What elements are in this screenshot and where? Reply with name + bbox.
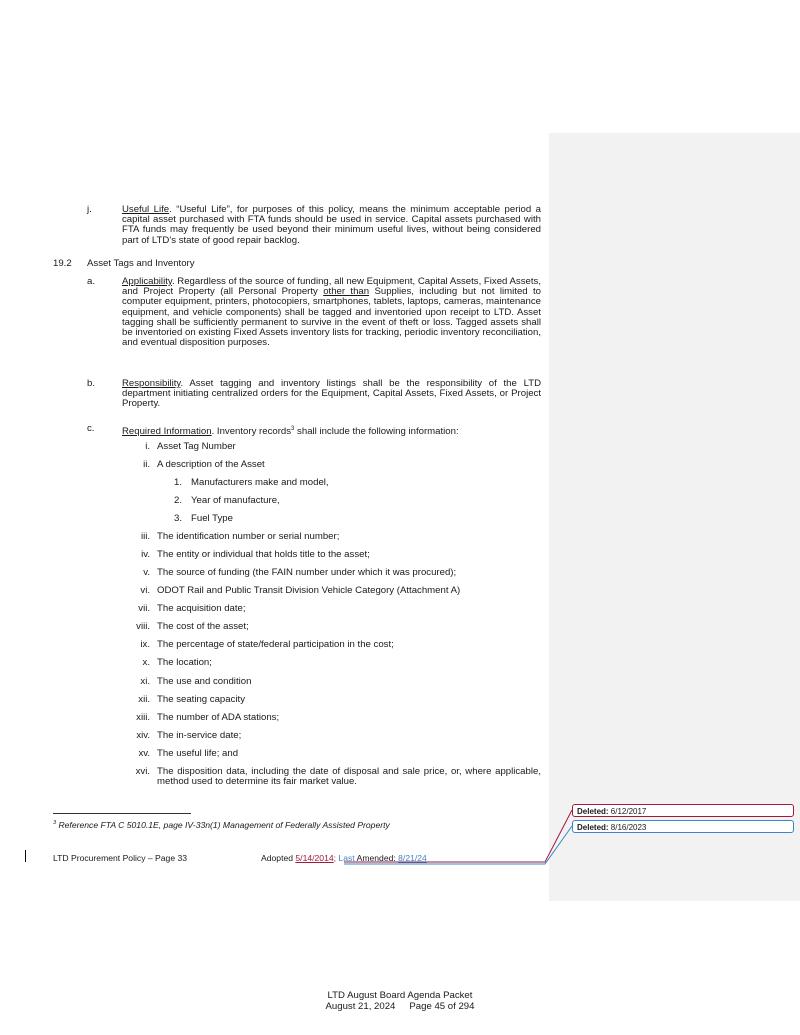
list-item: ODOT Rail and Public Transit Division Vehicle Category (Attachment A) <box>157 585 461 596</box>
applicability-text-1: . Regardless of the source of funding, all new Equipment, Capital Assets, Fixed Assets, and Project Property (all Personal Property <box>122 276 541 298</box>
packet-title: LTD August Board Agenda Packet <box>327 990 473 1001</box>
list-item: The identification number or serial number; <box>157 531 340 542</box>
sublist-item: Manufacturers make and model, <box>191 477 329 488</box>
item-marker-c: c. <box>87 423 95 434</box>
section-title: Asset Tags and Inventory <box>87 258 195 269</box>
list-item: The in-service date; <box>157 730 242 741</box>
list-item: The cost of the asset; <box>157 621 249 632</box>
footnote-text: Reference FTA C 5010.1E, page IV-33n(1) Management of Federally Assisted Property <box>56 820 390 830</box>
list-item: The source of funding (the FAIN number under which it was procured); <box>157 567 457 578</box>
list-number: xvi. <box>135 766 150 777</box>
item-marker-b: b. <box>87 378 96 389</box>
sublist-item: Fuel Type <box>191 513 233 524</box>
list-number: v. <box>143 567 150 578</box>
list-item: The number of ADA stations; <box>157 712 280 723</box>
applicability-text-2: Supplies, including but not limited to computer equipment, printers, photocopiers, smartphones, tablets, laptops, cameras, maintenance equipment, and vehicle components) shall be tagged and inventoried upon receipt to LTD. Asset tagging shall be sufficiently permanent to survive in the event of theft or loss. Tagged assets shall be inventoried on existing Fixed Assets inventory lists for tracking, periodic inventory reconciliation, and eventual disposition purposes. <box>122 286 541 349</box>
responsibility-term: Responsibility <box>122 378 181 389</box>
comment-label: Deleted: <box>577 823 609 832</box>
list-item: The entity or individual that holds title to the asset; <box>157 549 370 560</box>
amended-date: 8/21/24 <box>398 853 427 863</box>
item-marker-a: a. <box>87 276 96 287</box>
last-word: Last <box>336 853 355 863</box>
list-item: A description of the Asset <box>157 459 265 470</box>
list-item: The location; <box>157 657 212 668</box>
adopted-label: Adopted <box>261 853 296 863</box>
useful-life-text: . “Useful Life”, for purposes of this policy, means the minimum acceptable period a capital asset purchased with FTA funds should be used in service. Capital assets purchased with FTA funds may frequently be used beyond their minimum useful lives, without being considered part of LTD’s state of good repair backlog. <box>122 204 541 246</box>
sublist-number: 2. <box>173 495 182 506</box>
amended-label: Amended: <box>354 853 399 863</box>
sublist-number: 1. <box>173 477 182 488</box>
connector-deleted-1 <box>344 810 572 862</box>
list-item: The disposition data, including the date of disposal and sale price, or, where applicable, method used to determine its fair market value. <box>157 766 541 788</box>
list-item: The use and condition <box>157 676 252 687</box>
list-number: vi. <box>140 585 150 596</box>
item-marker-j: j. <box>87 204 92 215</box>
connector-deleted-2 <box>344 826 572 864</box>
list-number: xii. <box>138 694 150 705</box>
useful-life-term: Useful Life <box>122 204 170 215</box>
comment-deleted-2[interactable] <box>572 820 794 833</box>
list-item: The acquisition date; <box>157 603 246 614</box>
other-than-text: other than <box>323 286 370 298</box>
list-number: iii. <box>140 531 150 542</box>
adopted-date: 5/14/2014 <box>295 853 334 863</box>
required-info-text-2: shall include the following information: <box>294 426 459 438</box>
list-number: iv. <box>141 549 150 560</box>
responsibility-text: . Asset tagging and inventory listings shall be the responsibility of the LTD department initiating centralized orders for the Equipment, Capital Assets, Fixed Assets, or Project Property. <box>122 378 541 410</box>
comment-value: 6/12/2017 <box>608 807 647 816</box>
comment-value: 8/16/2023 <box>608 823 647 832</box>
comment-label: Deleted: <box>577 807 609 816</box>
list-number: xiii. <box>136 712 150 723</box>
list-number: x. <box>142 657 150 668</box>
footer-left: LTD Procurement Policy – Page 33 <box>53 853 188 863</box>
footnote-ref: 3 <box>291 426 295 432</box>
comment-deleted-1[interactable] <box>572 804 794 817</box>
footnote-number: 3 <box>53 820 57 827</box>
required-info-term: Required Information <box>122 426 212 438</box>
list-number: vii. <box>138 603 150 614</box>
packet-date: August 21, 2024 <box>325 1001 396 1012</box>
list-item: The seating capacity <box>157 694 245 705</box>
list-number: viii. <box>136 621 150 632</box>
sublist-item: Year of manufacture, <box>191 495 280 506</box>
list-item: The percentage of state/federal participation in the cost; <box>157 639 394 650</box>
list-number: i. <box>145 441 150 452</box>
packet-footer <box>0 990 800 1012</box>
packet-line2 <box>0 1001 800 1012</box>
list-number: xi. <box>140 676 150 687</box>
adopted-semicolon: ; <box>333 853 337 863</box>
packet-page: Page 45 of 294 <box>409 1001 475 1012</box>
list-number: xv. <box>138 748 150 759</box>
list-number: ix. <box>140 639 150 650</box>
required-info-text-1: . Inventory records <box>211 426 292 438</box>
list-item: The useful life; and <box>157 748 239 759</box>
section-number: 19.2 <box>53 258 72 269</box>
list-number: ii. <box>143 459 150 470</box>
applicability-term: Applicability <box>122 276 172 287</box>
list-number: xiv. <box>136 730 150 741</box>
list-item: Asset Tag Number <box>157 441 236 452</box>
sublist-number: 3. <box>173 513 182 524</box>
